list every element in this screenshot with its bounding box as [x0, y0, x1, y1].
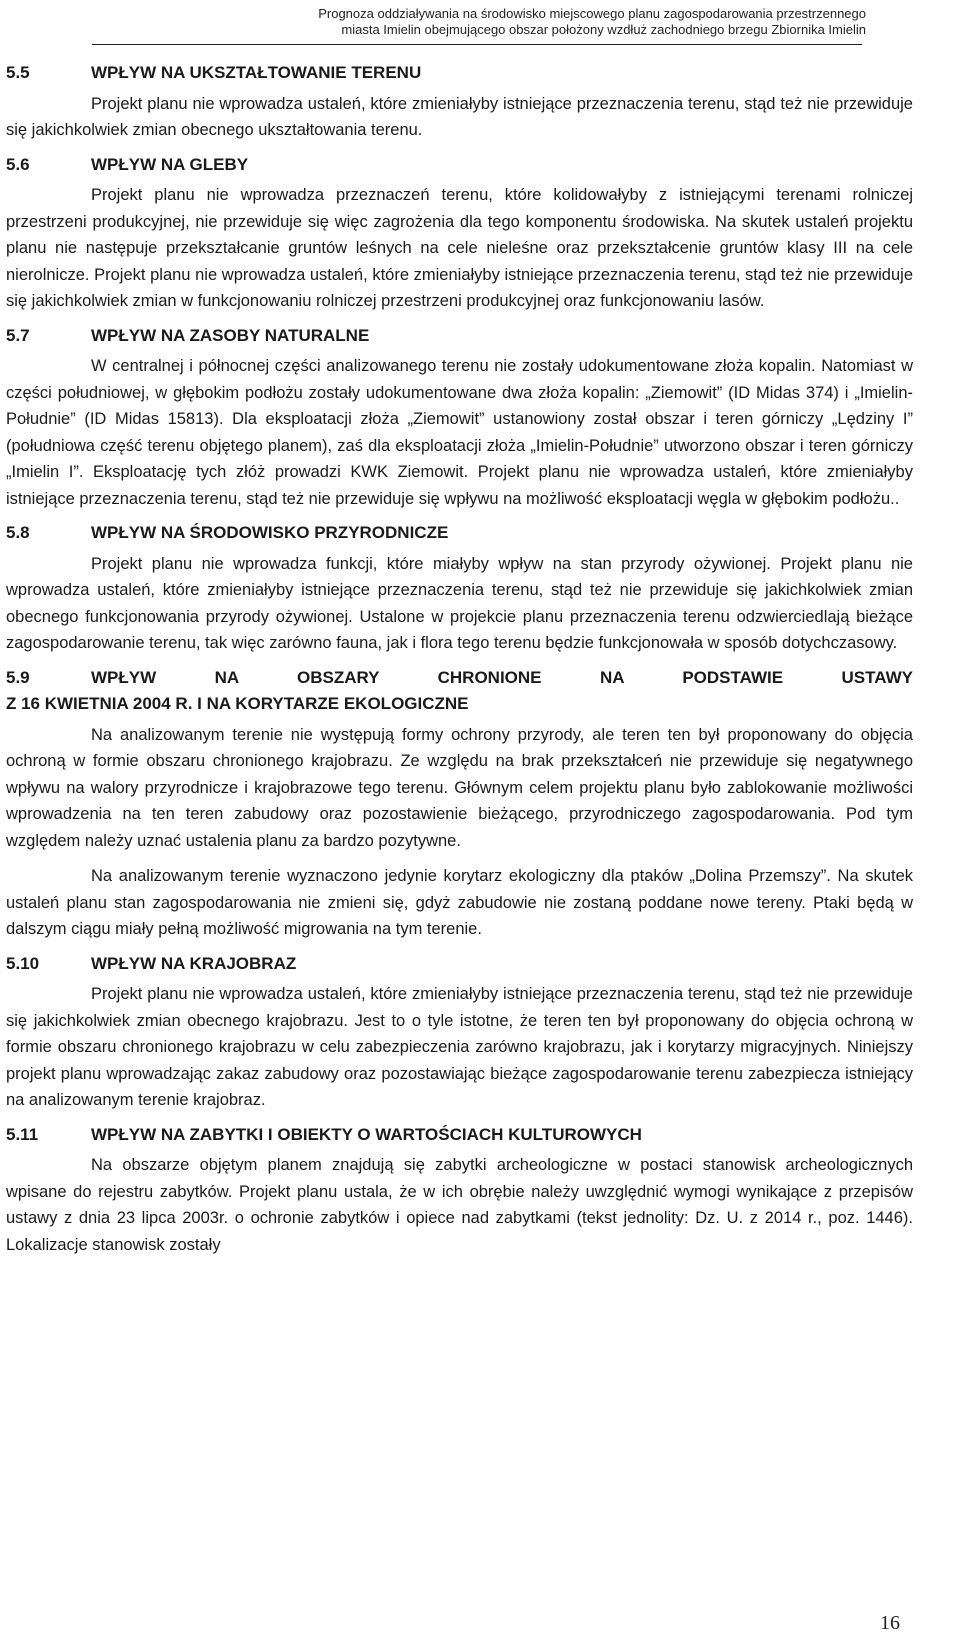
section-heading: [6, 1122, 913, 1149]
section-heading: [6, 951, 913, 978]
section-title-continuation: Z 16 KWIETNIA 2004 R. I NA KORYTARZE EKOLOGICZNE: [6, 694, 469, 713]
paragraph: Projekt planu nie wprowadza funkcji, które miałyby wpływ na stan przyrody ożywionej. Projekt planu nie wprowadza ustaleń, które zmieniałyby istniejące przeznaczenia terenu, stąd też nie przewiduje się jakichkolwiek zmian obecnego funkcjonowania przyrody ożywionej. Ustalone w projekcie planu przeznaczenia terenu odzwierciedlają bieżące zagospodarowanie terenu, tak więc zarówno fauna, jak i flora tego terenu będzie funkcjonowała w sposób dotychczasowy.: [6, 554, 913, 652]
section-title: WPŁYW NA UKSZTAŁTOWANIE TERENU: [91, 63, 422, 82]
section-5-7: [6, 323, 913, 513]
paragraph: Na analizowanym terenie nie występują formy ochrony przyrody, ale teren ten był proponowany do objęcia ochroną w formie obszaru chronionego krajobrazu. Ze względu na brak przekształceń nie przewiduje się negatywnego wpływu na walory przyrodnicze i krajobrazowe tego terenu. Głównym celem projektu planu było zablokowanie możliwości wprowadzenia na ten teren zabudowy oraz pozostawienie bieżącego, przyrodniczego zagospodarowania. Pod tym względem należy uznać ustalenia planu za bardzo pozytywne.: [6, 725, 913, 850]
paragraph: W centralnej i północnej części analizowanego terenu nie zostały udokumentowane złoża kopalin. Natomiast w części południowej, w głębokim podłożu zostały udokumentowane dwa złoża kopalin: „Ziemowit” (ID Midas 374) i „Imielin-Południe” (ID Midas 15813). Dla eksploatacji złoża „Ziemowit” ustanowiony został obszar i teren górniczy „Lędziny I” (południowa część terenu objętego planem), zaś dla eksploatacji złoża „Imielin-Południe” utworzono obszar i teren górniczy „Imielin I”. Eksploatację tych złóż prowadzi KWK Ziemowit. Projekt planu nie wprowadza ustaleń, które zmieniałyby istniejące przeznaczenia terenu, stąd też nie przewiduje się wpływu na możliwość eksploatacji węgla w głębokim podłożu..: [6, 357, 913, 508]
section-title: WPŁYW NA ZASOBY NATURALNE: [91, 325, 370, 345]
section-5-11: [6, 1122, 913, 1259]
paragraph: Projekt planu nie wprowadza ustaleń, które zmieniałyby istniejące przeznaczenia terenu, stąd też nie przewiduje się jakichkolwiek zmian obecnego krajobrazu. Jest to o tyle istotne, że teren ten był proponowany do objęcia ochroną w formie obszaru chronionego krajobrazu w celu zabezpieczenia zarówno krajobrazu, jak i korytarzy migracyjnych. Niniejszy projekt planu wprowadzając zakaz zabudowy oraz pozostawiając bieżące zagospodarowanie terenu zabezpiecza istniejący na analizowanym terenie krajobraz.: [6, 985, 913, 1109]
paragraph: Na obszarze objętym planem znajdują się zabytki archeologiczne w postaci stanowisk archeologicznych wpisane do rejestru zabytków. Projekt planu ustala, że w ich obrębie należy uwzględnić wymogi wynikające z przepisów ustawy z dnia 23 lipca 2003r. o ochronie zabytków i opiece nad zabytkami (tekst jednolity: Dz. U. z 2014 r., poz. 1446). Lokalizacje stanowisk zostały: [6, 1156, 913, 1254]
section-number: 5.11: [6, 1124, 39, 1144]
page-number: 16: [880, 1612, 900, 1634]
section-5-6: [6, 152, 913, 315]
section-heading: [6, 60, 913, 87]
header-rule: [92, 44, 862, 45]
section-number: 5.8: [6, 523, 30, 542]
section-number: 5.7: [6, 325, 30, 345]
section-title: WPŁYW NA OBSZARY CHRONIONE NA PODSTAWIE USTAWY: [91, 667, 913, 687]
section-heading: [6, 323, 913, 350]
section-title: WPŁYW NA GLEBY: [91, 154, 249, 174]
section-title: WPŁYW NA KRAJOBRAZ: [91, 953, 297, 973]
section-heading: [6, 152, 913, 179]
paragraph: Projekt planu nie wprowadza przeznaczeń terenu, które kolidowałyby z istniejącymi terenami rolniczej przestrzeni produkcyjnej, nie przewiduje się więc zagrożenia dla tego komponentu środowiska. Na skutek ustaleń projektu planu nie następuje przekształcanie gruntów leśnych na cele nieleśne oraz przekształcenie gruntów klasy III na cele nierolnicze. Projekt planu nie wprowadza ustaleń, które zmieniałyby istniejące przeznaczenia terenu, stąd też nie przewiduje się jakichkolwiek zmian w funkcjonowaniu rolniczej przestrzeni produkcyjnej oraz funkcjonowaniu lasów.: [6, 186, 913, 310]
paragraph: Na analizowanym terenie wyznaczono jedynie korytarz ekologiczny dla ptaków „Dolina Przemszy”. Na skutek ustaleń planu stan zagospodarowania nie zmieni się, gdyż zabudowie nie zostaną poddane nowe tereny. Ptaki będą w dalszym ciągu miały pełną możliwość migrowania na tym terenie.: [6, 867, 913, 938]
section-5-10: [6, 951, 913, 1114]
section-heading: [6, 665, 913, 692]
section-number: 5.6: [6, 154, 30, 174]
running-header-line-2: miasta Imielin obejmującego obszar położony wzdłuż zachodniego brzegu Zbiornika Imielin: [341, 22, 866, 37]
section-5-8: [6, 520, 913, 657]
section-5-9: [6, 665, 913, 943]
section-5-5: [6, 60, 913, 144]
running-header-line-1: Prognoza oddziaływania na środowisko miejscowego planu zagospodarowania przestrzennego: [318, 6, 866, 21]
paragraph: Projekt planu nie wprowadza ustaleń, które zmieniałyby istniejące przeznaczenia terenu, stąd też nie przewiduje się jakichkolwiek zmian obecnego ukształtowania terenu.: [6, 94, 913, 139]
section-number: 5.5: [6, 63, 30, 82]
section-heading: [6, 520, 913, 547]
running-header: [92, 6, 866, 38]
section-title: WPŁYW NA ZABYTKI I OBIEKTY O WARTOŚCIACH KULTUROWYCH: [91, 1124, 642, 1144]
section-number: 5.9: [6, 667, 30, 687]
document-body: [6, 60, 913, 1258]
section-title: WPŁYW NA ŚRODOWISKO PRZYRODNICZE: [91, 523, 449, 542]
section-number: 5.10: [6, 953, 40, 973]
